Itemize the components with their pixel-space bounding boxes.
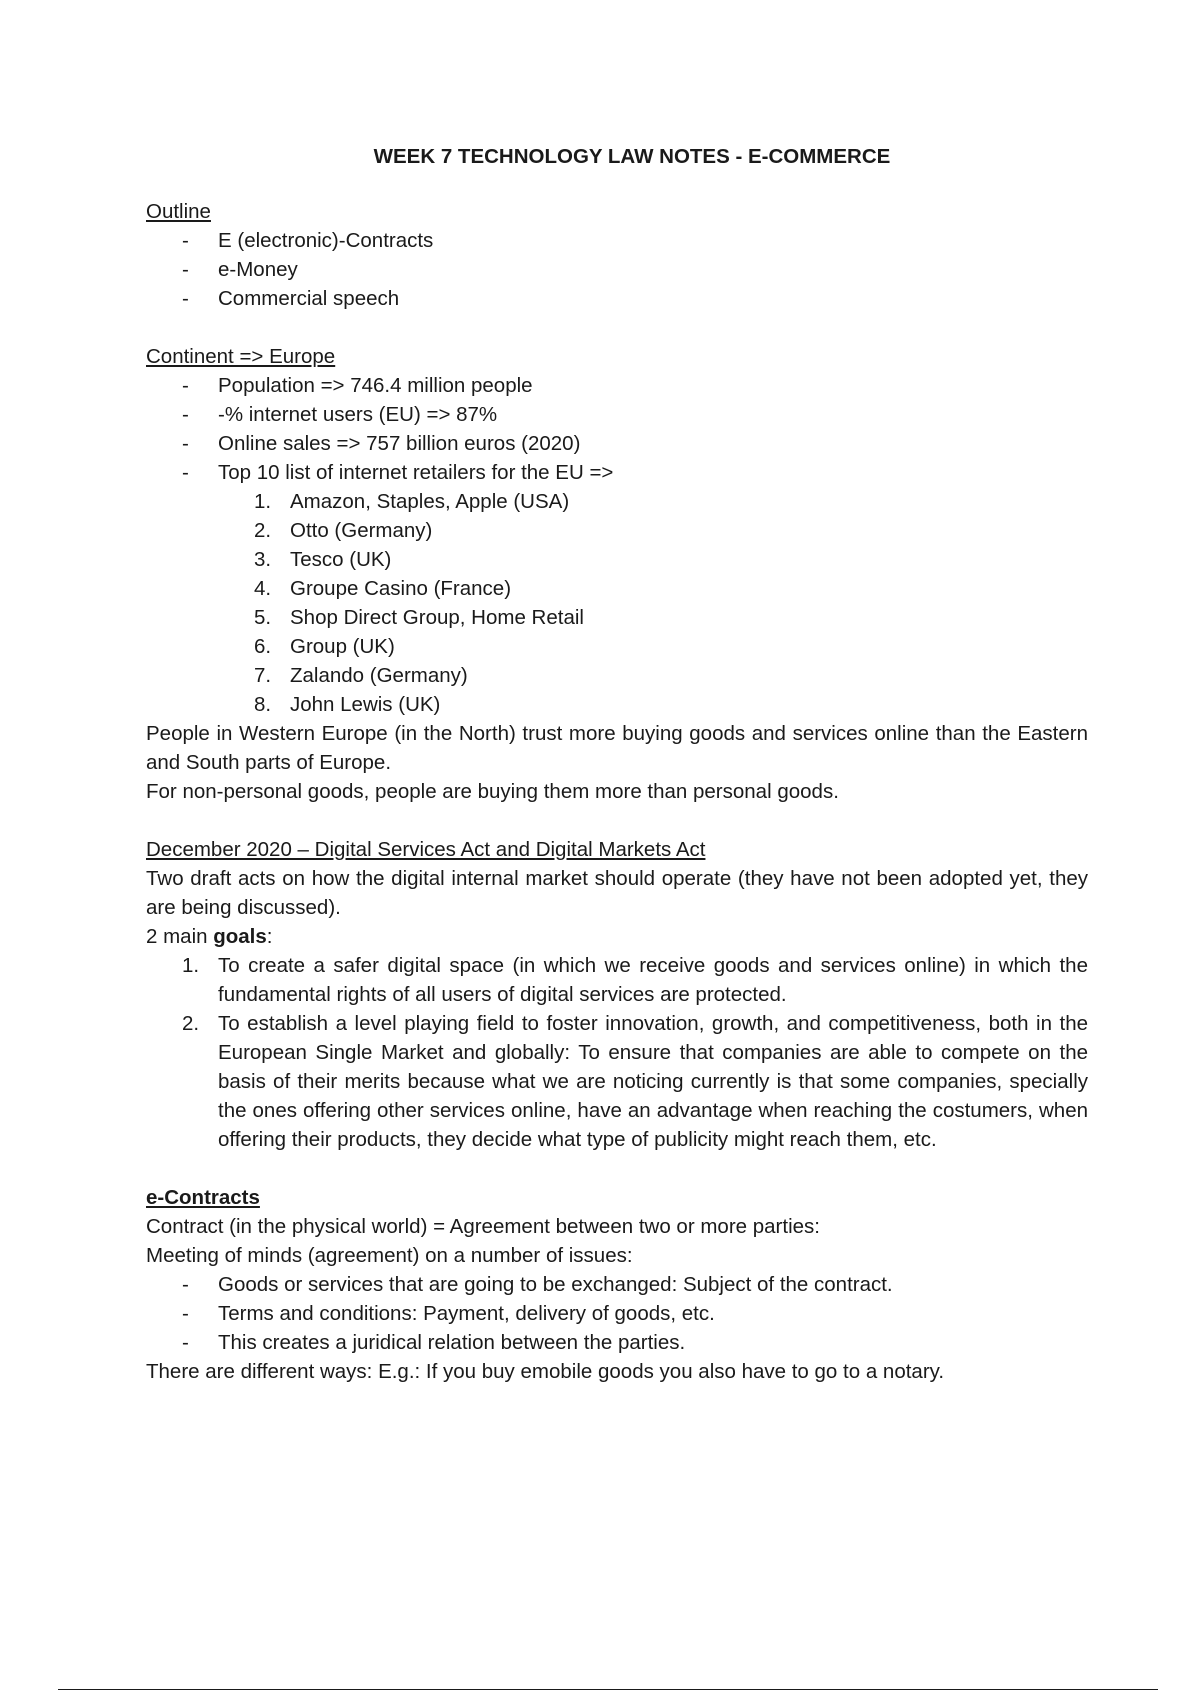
goals-suffix: :	[266, 925, 273, 948]
footer-divider	[58, 1689, 1158, 1690]
outline-list	[146, 226, 1088, 313]
continent-heading: Continent => Europe	[146, 345, 336, 368]
retailer-name: John Lewis (UK)	[290, 693, 441, 716]
list-number: 8.	[254, 693, 272, 716]
retailer-item	[146, 603, 1088, 632]
econtracts-list	[146, 1270, 1088, 1357]
dsa-heading: December 2020 – Digital Services Act and Digital Markets Act	[146, 838, 706, 861]
retailer-name: Groupe Casino (France)	[290, 577, 512, 600]
goals-line	[146, 922, 1088, 951]
non-personal-goods-paragraph: For non-personal goods, people are buying them more than personal goods.	[146, 780, 839, 803]
list-number: 7.	[254, 664, 272, 687]
list-item: - Commercial speech	[146, 284, 1088, 313]
retailer-item	[146, 690, 1088, 719]
retailer-name: Group (UK)	[290, 635, 395, 658]
list-number: 2.	[182, 1012, 200, 1035]
contract-definition: Contract (in the physical world) = Agreement between two or more parties:	[146, 1215, 820, 1238]
list-number: 5.	[254, 606, 272, 629]
list-item: - -% internet users (EU) => 87%	[146, 400, 1088, 429]
list-number: 4.	[254, 577, 272, 600]
goals-prefix: 2 main	[146, 925, 214, 948]
retailer-item	[146, 632, 1088, 661]
list-item: - Top 10 list of internet retailers for the EU =>	[146, 458, 1088, 487]
retailer-name: Shop Direct Group, Home Retail	[290, 606, 584, 629]
retailer-item	[146, 545, 1088, 574]
retailer-name: Zalando (Germany)	[290, 664, 468, 687]
retailer-item	[146, 516, 1088, 545]
europe-trust-paragraph: People in Western Europe (in the North) trust more buying goods and services online than the Eastern and South parts of Europe.	[146, 722, 1088, 774]
retailer-name: Tesco (UK)	[290, 548, 392, 571]
outline-heading: Outline	[146, 200, 211, 223]
econtracts-heading: e-Contracts	[146, 1186, 260, 1209]
list-item: - Online sales => 757 billion euros (2020)	[146, 429, 1088, 458]
goal-text: To create a safer digital space (in which we receive goods and services online) in which the fundamental rights of all users of digital services are protected.	[218, 954, 1088, 1006]
retailer-name: Otto (Germany)	[290, 519, 433, 542]
goal-text: To establish a level playing field to foster innovation, growth, and competitiveness, both in the European Single Market and globally: To ensure that companies are able to compete on the basis of their merits because what we are noticing currently is that some companies, specially the ones offering other services online, have an advantage when reaching the costumers, when offering their products, they decide what type of publicity might reach them, etc.	[218, 1012, 1088, 1151]
meeting-of-minds: Meeting of minds (agreement) on a number of issues:	[146, 1244, 633, 1267]
list-item: - Terms and conditions: Payment, delivery of goods, etc.	[146, 1299, 1088, 1328]
list-item: - E (electronic)-Contracts	[146, 226, 1088, 255]
different-ways-paragraph: There are different ways: E.g.: If you buy emobile goods you also have to go to a notary.	[146, 1360, 945, 1383]
retailer-item	[146, 661, 1088, 690]
document-page	[146, 142, 1088, 1386]
goals-list	[146, 951, 1088, 1154]
retailer-name: Amazon, Staples, Apple (USA)	[290, 490, 570, 513]
list-number: 6.	[254, 635, 272, 658]
dsa-paragraph: Two draft acts on how the digital internal market should operate (they have not been adopted yet, they are being discussed).	[146, 867, 1088, 919]
list-number: 3.	[254, 548, 272, 571]
goal-item	[146, 1009, 1088, 1154]
retailer-item	[146, 574, 1088, 603]
list-item: - This creates a juridical relation between the parties.	[146, 1328, 1088, 1357]
goal-item	[146, 951, 1088, 1009]
continent-list	[146, 371, 1088, 487]
retailers-list	[146, 487, 1088, 719]
list-number: 2.	[254, 519, 272, 542]
list-item: - e-Money	[146, 255, 1088, 284]
list-number: 1.	[254, 490, 272, 513]
list-number: 1.	[182, 954, 200, 977]
list-item: - Goods or services that are going to be exchanged: Subject of the contract.	[146, 1270, 1088, 1299]
retailer-item	[146, 487, 1088, 516]
goals-bold: goals	[213, 925, 267, 948]
page-title: WEEK 7 TECHNOLOGY LAW NOTES - E-COMMERCE	[373, 145, 891, 168]
list-item: - Population => 746.4 million people	[146, 371, 1088, 400]
